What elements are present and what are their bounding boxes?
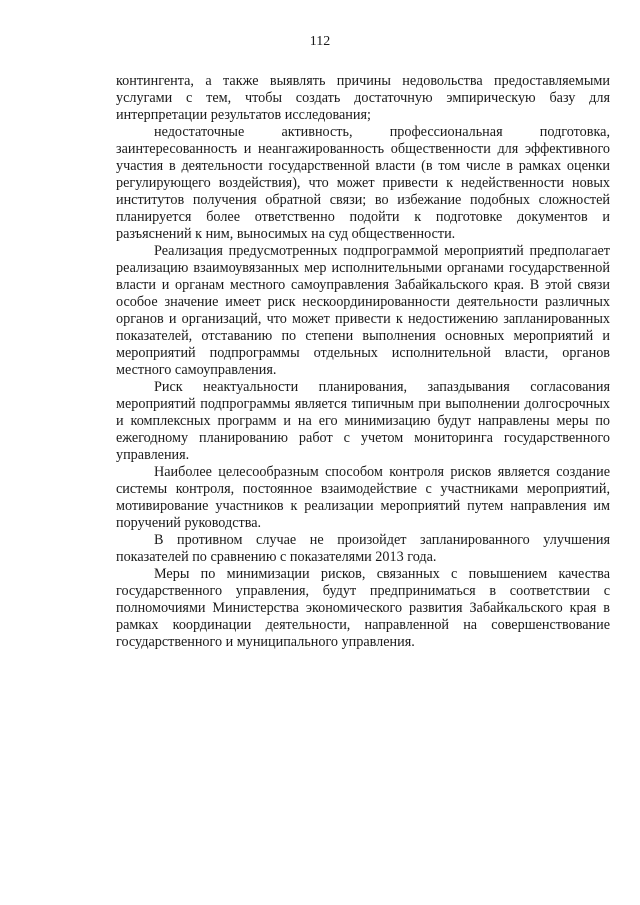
paragraph-risk-planning: Риск неактуальности планирования, запаздывания согласования мероприятий подпрограммы является типичным при выполнении долгосрочных и комплексных программ и на его минимизацию будут направлены меры по ежегодному планированию работ с учетом мониторинга государственного управления.	[116, 379, 610, 463]
paragraph-continuation: контингента, а также выявлять причины недовольства предоставляемыми услугами с тем, чтобы создать достаточную эмпирическую базу для интерпретации результатов исследования;	[116, 73, 610, 123]
page-number: 112	[309, 34, 331, 49]
paragraph-risk-minimization: Меры по минимизации рисков, связанных с повышением качества государственного управления, будут предприниматься в соответствии с полномочиями Министерства экономического развития Забайкальского края в рамках координации деятельности, направленной на совершенствование государственного и муниципального управления.	[116, 566, 610, 650]
paragraph-risk-coordination: Реализация предусмотренных подпрограммой мероприятий предполагает реализацию взаимоувязанных мер исполнительными органами государственной власти и органам местного самоуправления Забайкальского края. В этой связи особое значение имеет риск нескоординированности деятельности различных органов и организаций, что может привести к недостижению запланированных показателей, отставанию по степени выполнения основных мероприятий и мероприятий подпрограммы отдельных исполнительной власти, органов местного самоуправления.	[116, 243, 610, 378]
paragraph-risk-public-participation: недостаточные активность, профессиональная подготовка, заинтересованность и неангажированность общественности для эффективного участия в деятельности государственной власти (в том числе в рамках оценки регулирующего воздействия), что может привести к недейственности новых институтов получения обратной связи; во избежание подобных сложностей планируется более ответственно подойти к подготовке документов и разъяснений к ним, выносимых на суд общественности.	[116, 124, 610, 242]
paragraph-consequence: В противном случае не произойдет запланированного улучшения показателей по сравнению с показателями 2013 года.	[116, 532, 610, 565]
document-body	[116, 73, 610, 651]
paragraph-risk-control: Наиболее целесообразным способом контроля рисков является создание системы контроля, постоянное взаимодействие с участниками мероприятий, мотивирование участников к реализации мероприятий путем направления им поручений руководства.	[116, 464, 610, 531]
